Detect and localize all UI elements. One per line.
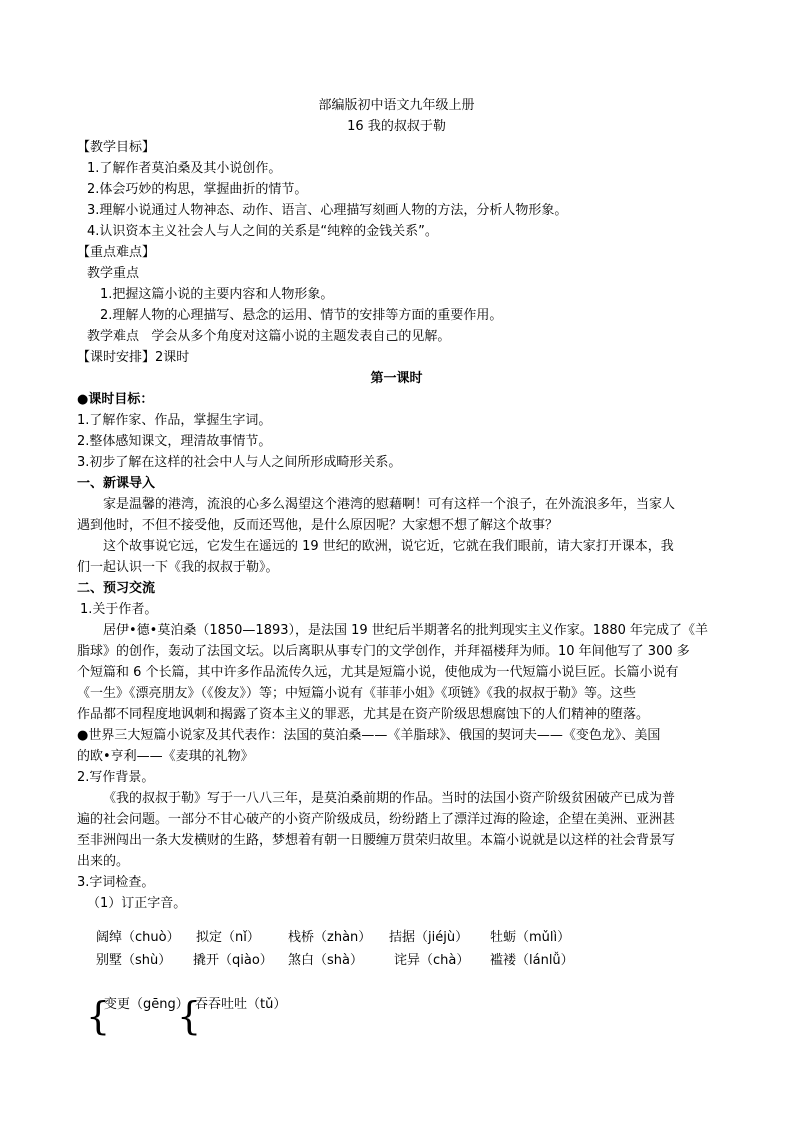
word-item: 撬开（qiào） [193, 953, 273, 968]
author-line: 脂球》的创作，轰动了法国文坛。以后离职从事专门的文学创作，并拜福楼拜为师。10 年间他写了 300 多 [77, 644, 690, 659]
word-item: 别墅（shù） [96, 953, 172, 968]
pronunciation-heading: （1）订正字音。 [87, 896, 187, 911]
lesson-subtitle: 16 我的叔叔于勒 [347, 119, 446, 134]
intro-line: 遇到他时，不但不接受他，反而还骂他，是什么原因呢？大家想不想了解这个故事？ [77, 518, 559, 533]
author-line: 作品都不同程度地讽刺和揭露了资本主义的罪恶，尤其是在资产阶级思想腐蚀下的人们精神的堕落。 [77, 707, 650, 722]
word-item: 栈桥（zhàn） [288, 930, 372, 945]
preview-heading: 二、预习交流 [77, 581, 156, 596]
author-line: 居伊•德•莫泊桑（1850—1893），是法国 19 世纪后半期著名的批判现实主义作家。1880 年完成了《羊 [103, 623, 709, 638]
background-heading: 2.写作背景。 [77, 770, 155, 785]
word-item: 煞白（shà） [288, 953, 363, 968]
objective-item: 4.认识资本主义社会人与人之间的关系是“纯粹的金钱关系”。 [87, 224, 438, 239]
word-item: 牡蛎（mǔlì） [490, 930, 571, 945]
goal-item: 3.初步了解在这样的社会中人与人之间所形成畸形关系。 [77, 455, 402, 470]
page-title: 部编版初中语文九年级上册 [318, 98, 475, 113]
author-line: 个短篇和 6 个长篇，其中许多作品流传久远，尤其是短篇小说，使他成为一代短篇小说巨匠。长篇小说有 [77, 665, 679, 680]
brace-symbol: { [177, 994, 202, 1038]
brace-symbol: { [86, 994, 111, 1038]
teaching-difficulty: 教学难点 学会从多个角度对这篇小说的主题发表自己的见解。 [87, 329, 451, 344]
background-line: 出来的。 [77, 854, 130, 869]
lesson-title: 第一课时 [370, 371, 423, 386]
intro-line: 这个故事说它远，它发生在遥远的 19 世纪的欧洲，说它近，它就在我们眼前，请大家打开课本，我 [103, 539, 674, 554]
word-item: 诧异（chà） [394, 953, 470, 968]
intro-line: 们一起认识一下《我的叔叔于勒》。 [77, 560, 279, 575]
intro-heading: 一、新课导入 [77, 476, 156, 491]
word-item: 拟定（nǐ） [196, 930, 260, 945]
masters-line: 的欧•亨利——《麦琪的礼物》 [77, 749, 254, 764]
focus-item: 1.把握这篇小说的主要内容和人物形象。 [100, 287, 334, 302]
vocab-heading: 3.字词检查。 [77, 875, 155, 890]
goal-item: 1.了解作家、作品，掌握生字词。 [77, 413, 272, 428]
lesson-goals-heading: ●课时目标： [77, 392, 154, 407]
objective-item: 2.体会巧妙的构思，掌握曲折的情节。 [87, 182, 308, 197]
word-item: 吞吞吐吐（tǔ） [195, 997, 287, 1012]
word-item: 阔绰（chuò） [96, 930, 180, 945]
background-line: 《我的叔叔于勒》写于一八八三年，是莫泊桑前期的作品。当时的法国小资产阶级贫困破产已成为普 [103, 791, 676, 806]
background-line: 至非洲闯出一条大发横财的生路，梦想着有朝一日腰缠万贯荣归故里。本篇小说就是以这样的社会背景写 [77, 833, 676, 848]
author-heading: 1.关于作者。 [80, 602, 158, 617]
objective-item: 1.了解作者莫泊桑及其小说创作。 [87, 161, 282, 176]
key-difficulty-heading: 【重点难点】 [77, 245, 156, 260]
goal-item: 2.整体感知课文，理清故事情节。 [77, 434, 272, 449]
schedule-line: 【课时安排】2课时 [77, 350, 190, 365]
teaching-focus-heading: 教学重点 [87, 266, 140, 281]
word-item: 拮据（jiéjù） [389, 930, 469, 945]
intro-line: 家是温馨的港湾，流浪的心多么渴望这个港湾的慰藉啊！可有这样一个浪子，在外流浪多年，当家人 [103, 497, 676, 512]
focus-item: 2.理解人物的心理描写、悬念的运用、情节的安排等方面的重要作用。 [100, 308, 503, 323]
objectives-heading: 【教学目标】 [77, 140, 156, 155]
masters-line: ●世界三大短篇小说家及其代表作：法国的莫泊桑——《羊脂球》、俄国的契诃夫——《变色龙》、美国 [77, 728, 661, 743]
author-line: 《一生》《漂亮朋友》（《俊友》）等；中短篇小说有《菲菲小姐》《项链》《我的叔叔于勒》等。这些 [77, 686, 637, 701]
word-item: 变更（gēng） [104, 997, 189, 1012]
background-line: 遍的社会问题。一部分不甘心破产的小资产阶级成员，纷纷踏上了漂洋过海的险途，企望在美洲、亚洲甚 [77, 812, 676, 827]
objective-item: 3.理解小说通过人物神态、动作、语言、心理描写刻画人物的方法，分析人物形象。 [87, 203, 568, 218]
word-item: 褴褛（lánlǚ） [490, 953, 574, 968]
